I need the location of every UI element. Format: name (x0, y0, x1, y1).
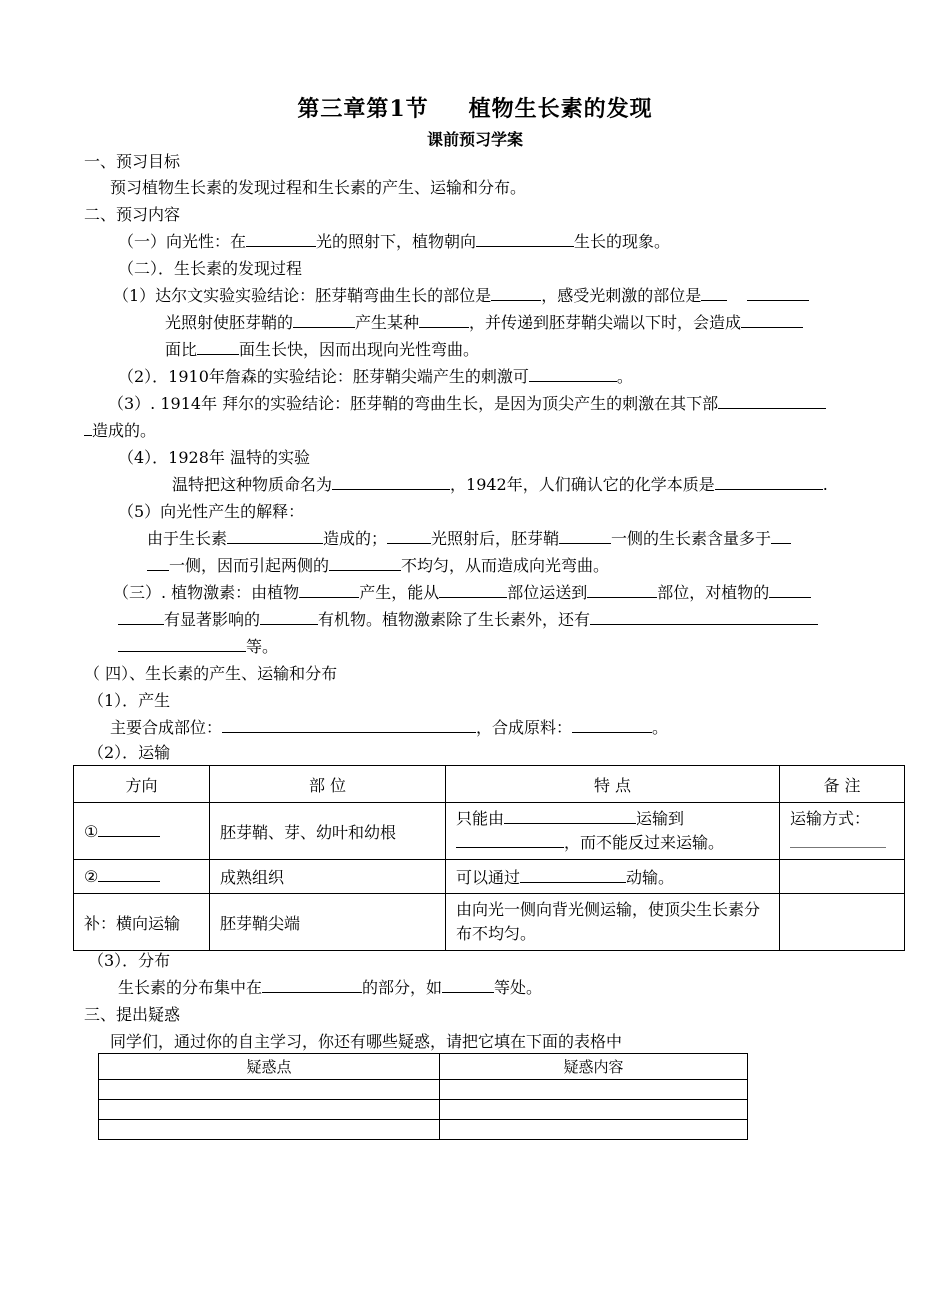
direction-cell: ② (74, 860, 210, 894)
explanation-line-1: 由于生长素 造成的； 光照射后，胚芽鞘 一侧的生长素含量多于 (147, 529, 791, 549)
table-row (74, 860, 905, 894)
distribution-line: 生长素的分布集中在 的部分，如 等处。 (118, 978, 543, 997)
hormone-line-2: 有显著影响的 有机物。植物激素除了生长素外，还有 (118, 610, 818, 630)
direction-cell: ① (74, 803, 210, 860)
blank[interactable] (715, 475, 823, 490)
section-2-heading: 二、预习内容 (84, 205, 181, 224)
table-header-row (74, 766, 905, 803)
blank[interactable] (118, 637, 246, 652)
blank[interactable] (456, 833, 564, 848)
darwin-line-3: 面比 面生长快，因而出现向光性弯曲。 (165, 340, 480, 359)
blank[interactable] (701, 286, 727, 301)
blank[interactable] (332, 475, 450, 490)
section-3-heading: 三、提出疑惑 (84, 1005, 181, 1024)
title-topic: 植物生长素的发现 (468, 96, 653, 122)
transport-table (73, 765, 905, 951)
feature-cell: 只能由 运输到 ，而不能反过来运输。 (446, 803, 780, 860)
blank[interactable] (590, 610, 818, 625)
blank[interactable] (769, 583, 811, 598)
header-doubt-point: 疑惑点 (99, 1054, 440, 1080)
header-feature: 特 点 (446, 766, 780, 803)
table-row (99, 1120, 748, 1140)
phototropism-line: （一）向光性：在 光的照射下，植物朝向 生长的现象。 (118, 232, 671, 251)
blank[interactable] (227, 529, 323, 544)
darwin-line-1: （1）达尔文实验实验结论：胚芽鞘弯曲生长的部位是 ，感受光刺激的部位是 (113, 286, 809, 306)
header-direction: 方向 (74, 766, 210, 803)
distribution-heading: （3）．分布 (88, 951, 171, 970)
production-heading: （1）．产生 (88, 691, 171, 710)
doubt-table (98, 1053, 748, 1140)
blank[interactable] (520, 868, 626, 883)
blank[interactable] (262, 978, 362, 993)
table-row (99, 1080, 748, 1100)
went-line: 温特把这种物质命名为 ，1942年，人们确认它的化学本质是 . (172, 475, 828, 494)
blank[interactable] (442, 978, 494, 993)
blank[interactable] (329, 556, 401, 571)
doubt-point-cell[interactable] (99, 1100, 440, 1120)
part-cell: 胚芽鞘尖端 (210, 894, 446, 951)
blank[interactable] (587, 583, 657, 598)
blank[interactable] (118, 610, 164, 625)
darwin-line-2: 光照射使胚芽鞘的 产生某种 ，并传递到胚芽鞘尖端以下时，会造成 (165, 313, 803, 333)
doubt-point-cell[interactable] (99, 1080, 440, 1100)
header-note: 备 注 (780, 766, 905, 803)
blank[interactable] (197, 340, 239, 355)
blank[interactable] (98, 867, 160, 882)
blank[interactable] (504, 809, 636, 824)
blank[interactable] (572, 718, 652, 733)
feature-cell: 由向光一侧向背光侧运输，使顶尖生长素分布不均匀。 (446, 894, 780, 951)
section-3-text: 同学们，通过你的自主学习，你还有哪些疑惑，请把它填在下面的表格中 (110, 1032, 623, 1051)
went-heading: （4）．1928年 温特的实验 (118, 448, 310, 467)
blank[interactable] (476, 232, 574, 247)
blank[interactable] (419, 313, 469, 328)
blank[interactable] (299, 583, 359, 598)
header-part: 部 位 (210, 766, 446, 803)
explanation-heading: （5）向光性产生的解释： (118, 502, 305, 521)
blank[interactable] (718, 394, 826, 409)
blank[interactable] (387, 529, 431, 544)
paal-line-2: 造成的。 (84, 421, 156, 441)
blank[interactable] (293, 313, 355, 328)
part-cell: 成熟组织 (210, 860, 446, 894)
blank[interactable] (147, 556, 169, 571)
blank[interactable] (747, 286, 809, 301)
hormone-line-3: 等。 (118, 637, 278, 657)
header-doubt-content: 疑惑内容 (440, 1054, 748, 1080)
hormone-line-1: （三）. 植物激素：由植物 产生，能从 部位运送到 部位，对植物的 (113, 583, 811, 603)
doubt-content-cell[interactable] (440, 1120, 748, 1140)
section-1-heading: 一、预习目标 (84, 152, 181, 171)
blank[interactable] (439, 583, 507, 598)
table-row (74, 894, 905, 951)
jensen-line: （2）．1910年詹森的实验结论：胚芽鞘尖端产生的刺激可 。 (118, 367, 633, 386)
page-title (0, 92, 950, 123)
blank[interactable] (790, 833, 886, 848)
blank[interactable] (84, 421, 92, 436)
transport-heading: （2）．运输 (88, 743, 171, 762)
table-header-row (99, 1054, 748, 1080)
blank[interactable] (559, 529, 611, 544)
discovery-heading: （二）．生长素的发现过程 (118, 259, 303, 278)
doubt-point-cell[interactable] (99, 1120, 440, 1140)
blank[interactable] (771, 529, 791, 544)
note-cell (780, 894, 905, 951)
blank[interactable] (260, 610, 318, 625)
section-4-heading: （ 四）、生长素的产生、运输和分布 (84, 664, 338, 683)
doubt-content-cell[interactable] (440, 1080, 748, 1100)
doubt-content-cell[interactable] (440, 1100, 748, 1120)
blank[interactable] (491, 286, 541, 301)
blank[interactable] (529, 367, 617, 382)
note-cell: 运输方式： (780, 803, 905, 860)
blank[interactable] (222, 718, 476, 733)
page-subtitle: 课前预习学案 (426, 130, 523, 149)
note-cell (780, 860, 905, 894)
part-cell: 胚芽鞘、芽、幼叶和幼根 (210, 803, 446, 860)
blank[interactable] (98, 822, 160, 837)
explanation-line-2: 一侧，因而引起两侧的 不均匀，从而造成向光弯曲。 (147, 556, 609, 576)
blank[interactable] (246, 232, 316, 247)
direction-cell: 补：横向运输 (74, 894, 210, 951)
table-row (99, 1100, 748, 1120)
feature-cell: 可以通过 动输。 (446, 860, 780, 894)
production-line: 主要合成部位： ，合成原料： 。 (110, 718, 669, 737)
section-1-text: 预习植物生长素的发现过程和生长素的产生、运输和分布。 (110, 178, 527, 197)
title-chapter: 第三章第1节 (297, 96, 429, 122)
paal-line-1: （3）. 1914年 拜尔的实验结论：胚芽鞘的弯曲生长，是因为顶尖产生的刺激在其下部 (108, 394, 826, 414)
table-row (74, 803, 905, 860)
blank[interactable] (741, 313, 803, 328)
